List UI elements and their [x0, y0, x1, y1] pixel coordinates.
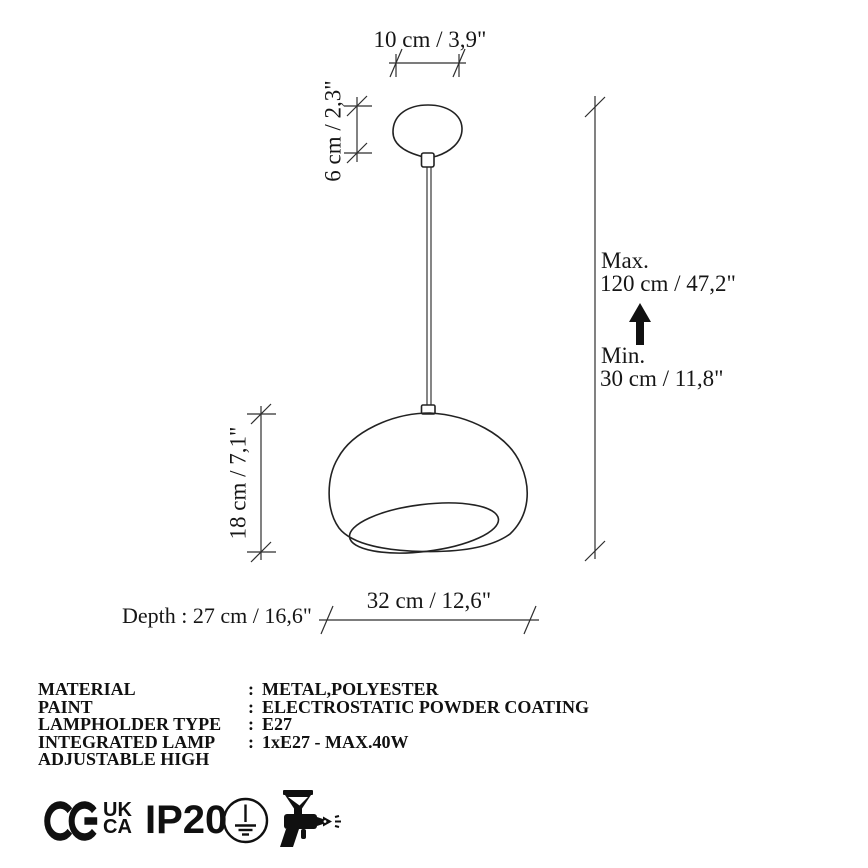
hanging-height-dimension-line [585, 96, 605, 561]
shade-height-dimension-line [247, 404, 276, 562]
spec-separator [248, 751, 262, 769]
spec-separator: : [248, 679, 254, 699]
spec-row-material [38, 681, 589, 699]
shade-height-dimension-label: 18 cm / 7,1" [225, 426, 251, 540]
spec-value: E27 [262, 714, 293, 734]
dimension-lines [247, 49, 605, 634]
spec-label: INTEGRATED LAMP [38, 731, 216, 752]
ukca-line-ca: CA [103, 815, 132, 838]
specification-table [38, 681, 589, 769]
max-height-value: 120 cm / 47,2" [600, 271, 736, 296]
spec-label: LAMPHOLDER TYPE [38, 714, 222, 734]
spec-label: ADJUSTABLE HIGH [38, 749, 210, 769]
spec-separator: : [248, 696, 254, 717]
powder-coating-spray-gun-icon [277, 788, 343, 848]
canopy-height-dimension-line [344, 96, 372, 163]
min-height-label: Min. [601, 343, 646, 368]
spec-separator: : [248, 731, 254, 752]
canopy-width-dimension-line [389, 49, 466, 77]
canopy-height-dimension-label: 6 cm / 2,3" [320, 80, 346, 182]
ce-mark-icon [44, 799, 100, 843]
spec-row-lampholder-type [38, 716, 589, 734]
spec-separator: : [248, 714, 254, 734]
depth-dimension-label: Depth : 27 cm / 16,6" [122, 603, 312, 628]
shade-outline [329, 413, 527, 552]
ukca-line-uk: UK [103, 799, 132, 821]
ukca-mark-icon [103, 799, 132, 838]
spec-value: METAL,POLYESTER [262, 679, 439, 699]
spec-label: MATERIAL [38, 679, 136, 699]
min-height-value: 30 cm / 11,8" [600, 366, 724, 391]
spec-row-adjustable-high [38, 751, 589, 769]
shade-width-dimension-label: 32 cm / 12,6" [366, 588, 492, 613]
spec-value: 1xE27 - MAX.40W [262, 731, 409, 752]
max-height-label: Max. [601, 248, 649, 273]
spec-label: PAINT [38, 696, 93, 717]
protective-earth-icon [222, 797, 269, 844]
lamp-outline [329, 105, 527, 560]
spec-value: ELECTROSTATIC POWDER COATING [262, 696, 590, 717]
up-arrow-icon [629, 303, 651, 345]
ip-rating-label: IP20 [145, 798, 228, 842]
canopy-width-dimension-label: 10 cm / 3,9" [373, 27, 487, 52]
canopy-cord-grip [422, 153, 435, 167]
canopy-outline [393, 105, 462, 157]
